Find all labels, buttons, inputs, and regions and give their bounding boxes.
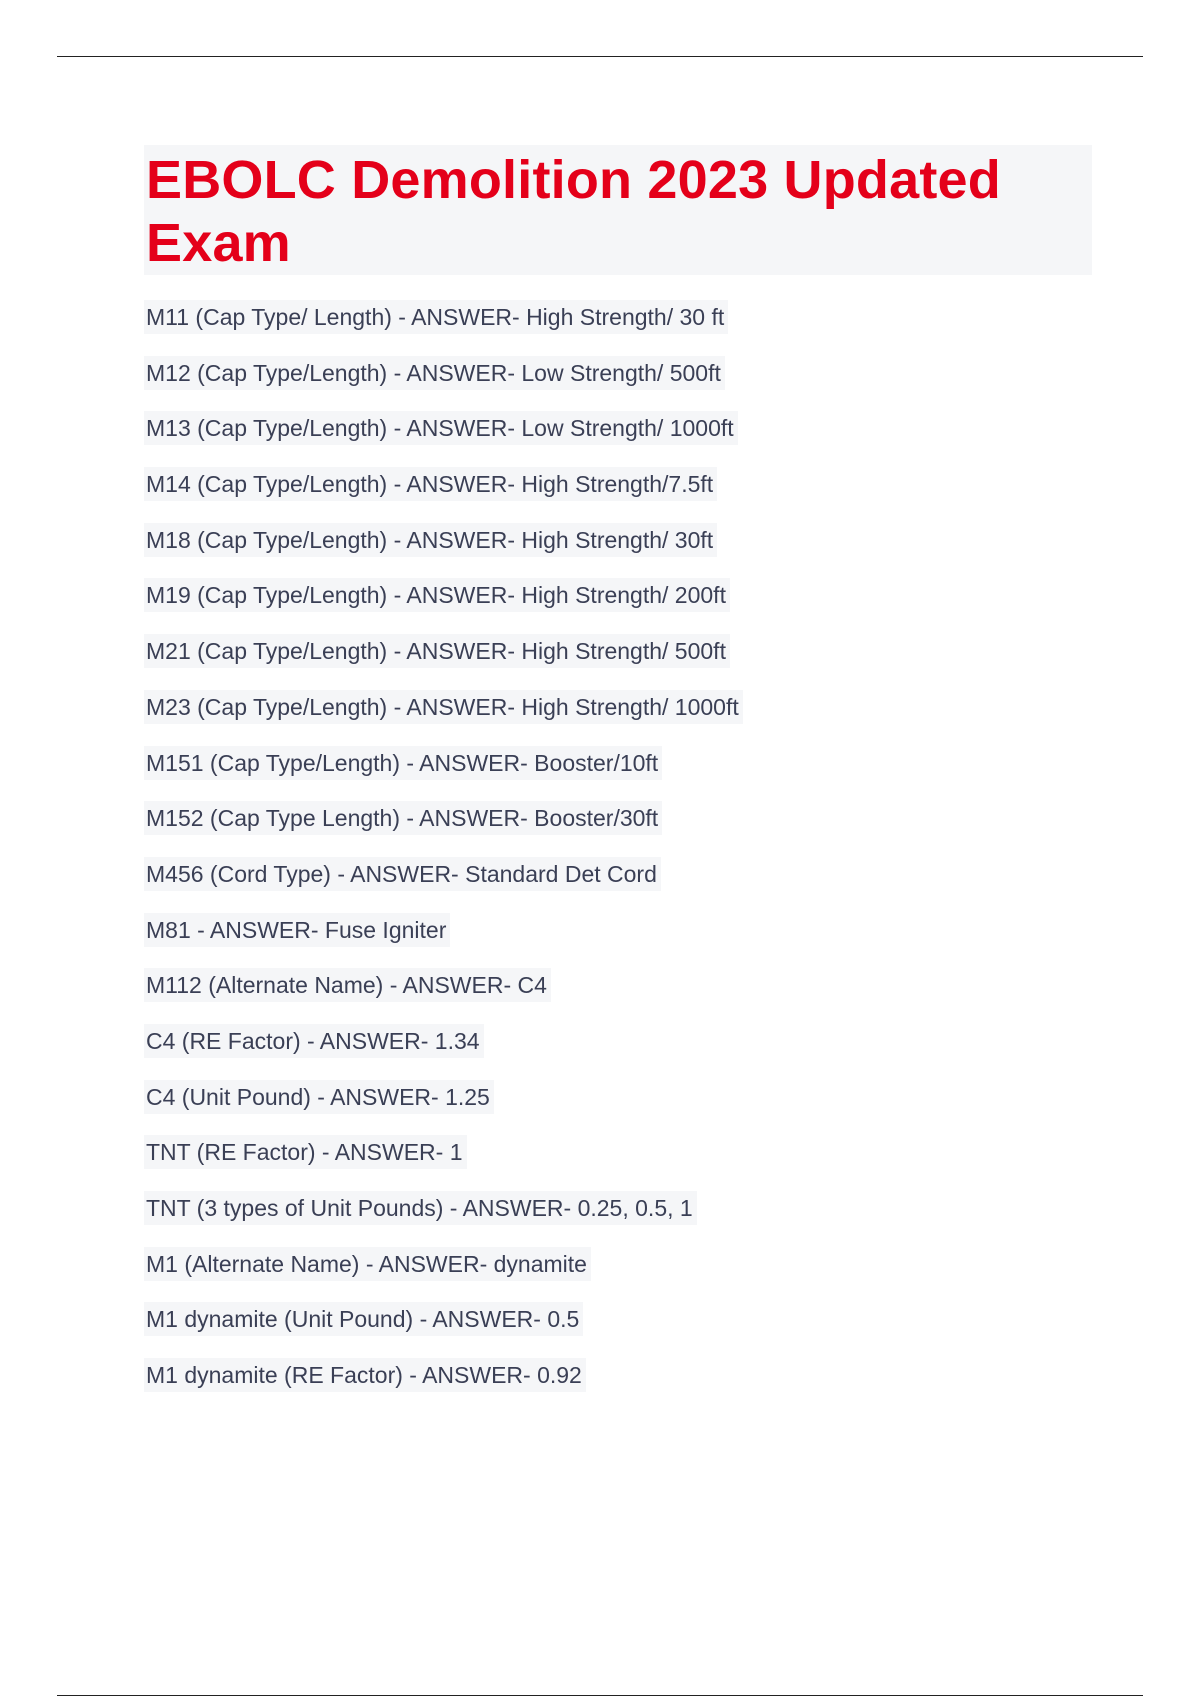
qa-text: TNT (3 types of Unit Pounds) - ANSWER- 0.25, 0.5, 1 [144,1191,697,1225]
list-item [144,523,743,579]
qa-text: M11 (Cap Type/ Length) - ANSWER- High Strength/ 30 ft [144,300,728,334]
qa-list [144,300,743,1414]
list-item [144,300,743,356]
qa-text: M456 (Cord Type) - ANSWER- Standard Det Cord [144,857,661,891]
qa-text: M112 (Alternate Name) - ANSWER- C4 [144,968,551,1002]
list-item [144,1358,743,1414]
list-item [144,1135,743,1191]
list-item [144,746,743,802]
list-item [144,913,743,969]
top-divider [57,56,1143,57]
list-item [144,1191,743,1247]
qa-text: M14 (Cap Type/Length) - ANSWER- High Strength/7.5ft [144,467,717,501]
list-item [144,690,743,746]
qa-text: TNT (RE Factor) - ANSWER- 1 [144,1135,467,1169]
qa-text: M1 dynamite (Unit Pound) - ANSWER- 0.5 [144,1302,583,1336]
qa-text: M13 (Cap Type/Length) - ANSWER- Low Strength/ 1000ft [144,411,738,445]
qa-text: C4 (RE Factor) - ANSWER- 1.34 [144,1024,484,1058]
list-item [144,801,743,857]
qa-text: M18 (Cap Type/Length) - ANSWER- High Strength/ 30ft [144,523,717,557]
list-item [144,578,743,634]
list-item [144,1247,743,1303]
qa-text: M12 (Cap Type/Length) - ANSWER- Low Strength/ 500ft [144,356,725,390]
qa-text: M152 (Cap Type Length) - ANSWER- Booster/30ft [144,801,662,835]
qa-text: M1 (Alternate Name) - ANSWER- dynamite [144,1247,591,1281]
list-item [144,857,743,913]
bottom-divider [57,1695,1143,1696]
list-item [144,1024,743,1080]
qa-text: M23 (Cap Type/Length) - ANSWER- High Strength/ 1000ft [144,690,743,724]
list-item [144,1080,743,1136]
qa-text: M1 dynamite (RE Factor) - ANSWER- 0.92 [144,1358,586,1392]
qa-text: C4 (Unit Pound) - ANSWER- 1.25 [144,1080,494,1114]
list-item [144,968,743,1024]
qa-text: M151 (Cap Type/Length) - ANSWER- Booster/10ft [144,746,662,780]
qa-text: M19 (Cap Type/Length) - ANSWER- High Strength/ 200ft [144,578,730,612]
list-item [144,634,743,690]
qa-text: M21 (Cap Type/Length) - ANSWER- High Strength/ 500ft [144,634,730,668]
list-item [144,1302,743,1358]
list-item [144,356,743,412]
qa-text: M81 - ANSWER- Fuse Igniter [144,913,450,947]
title-block [144,145,1092,275]
page-title: EBOLC Demolition 2023 Updated Exam [146,150,1001,273]
list-item [144,411,743,467]
list-item [144,467,743,523]
